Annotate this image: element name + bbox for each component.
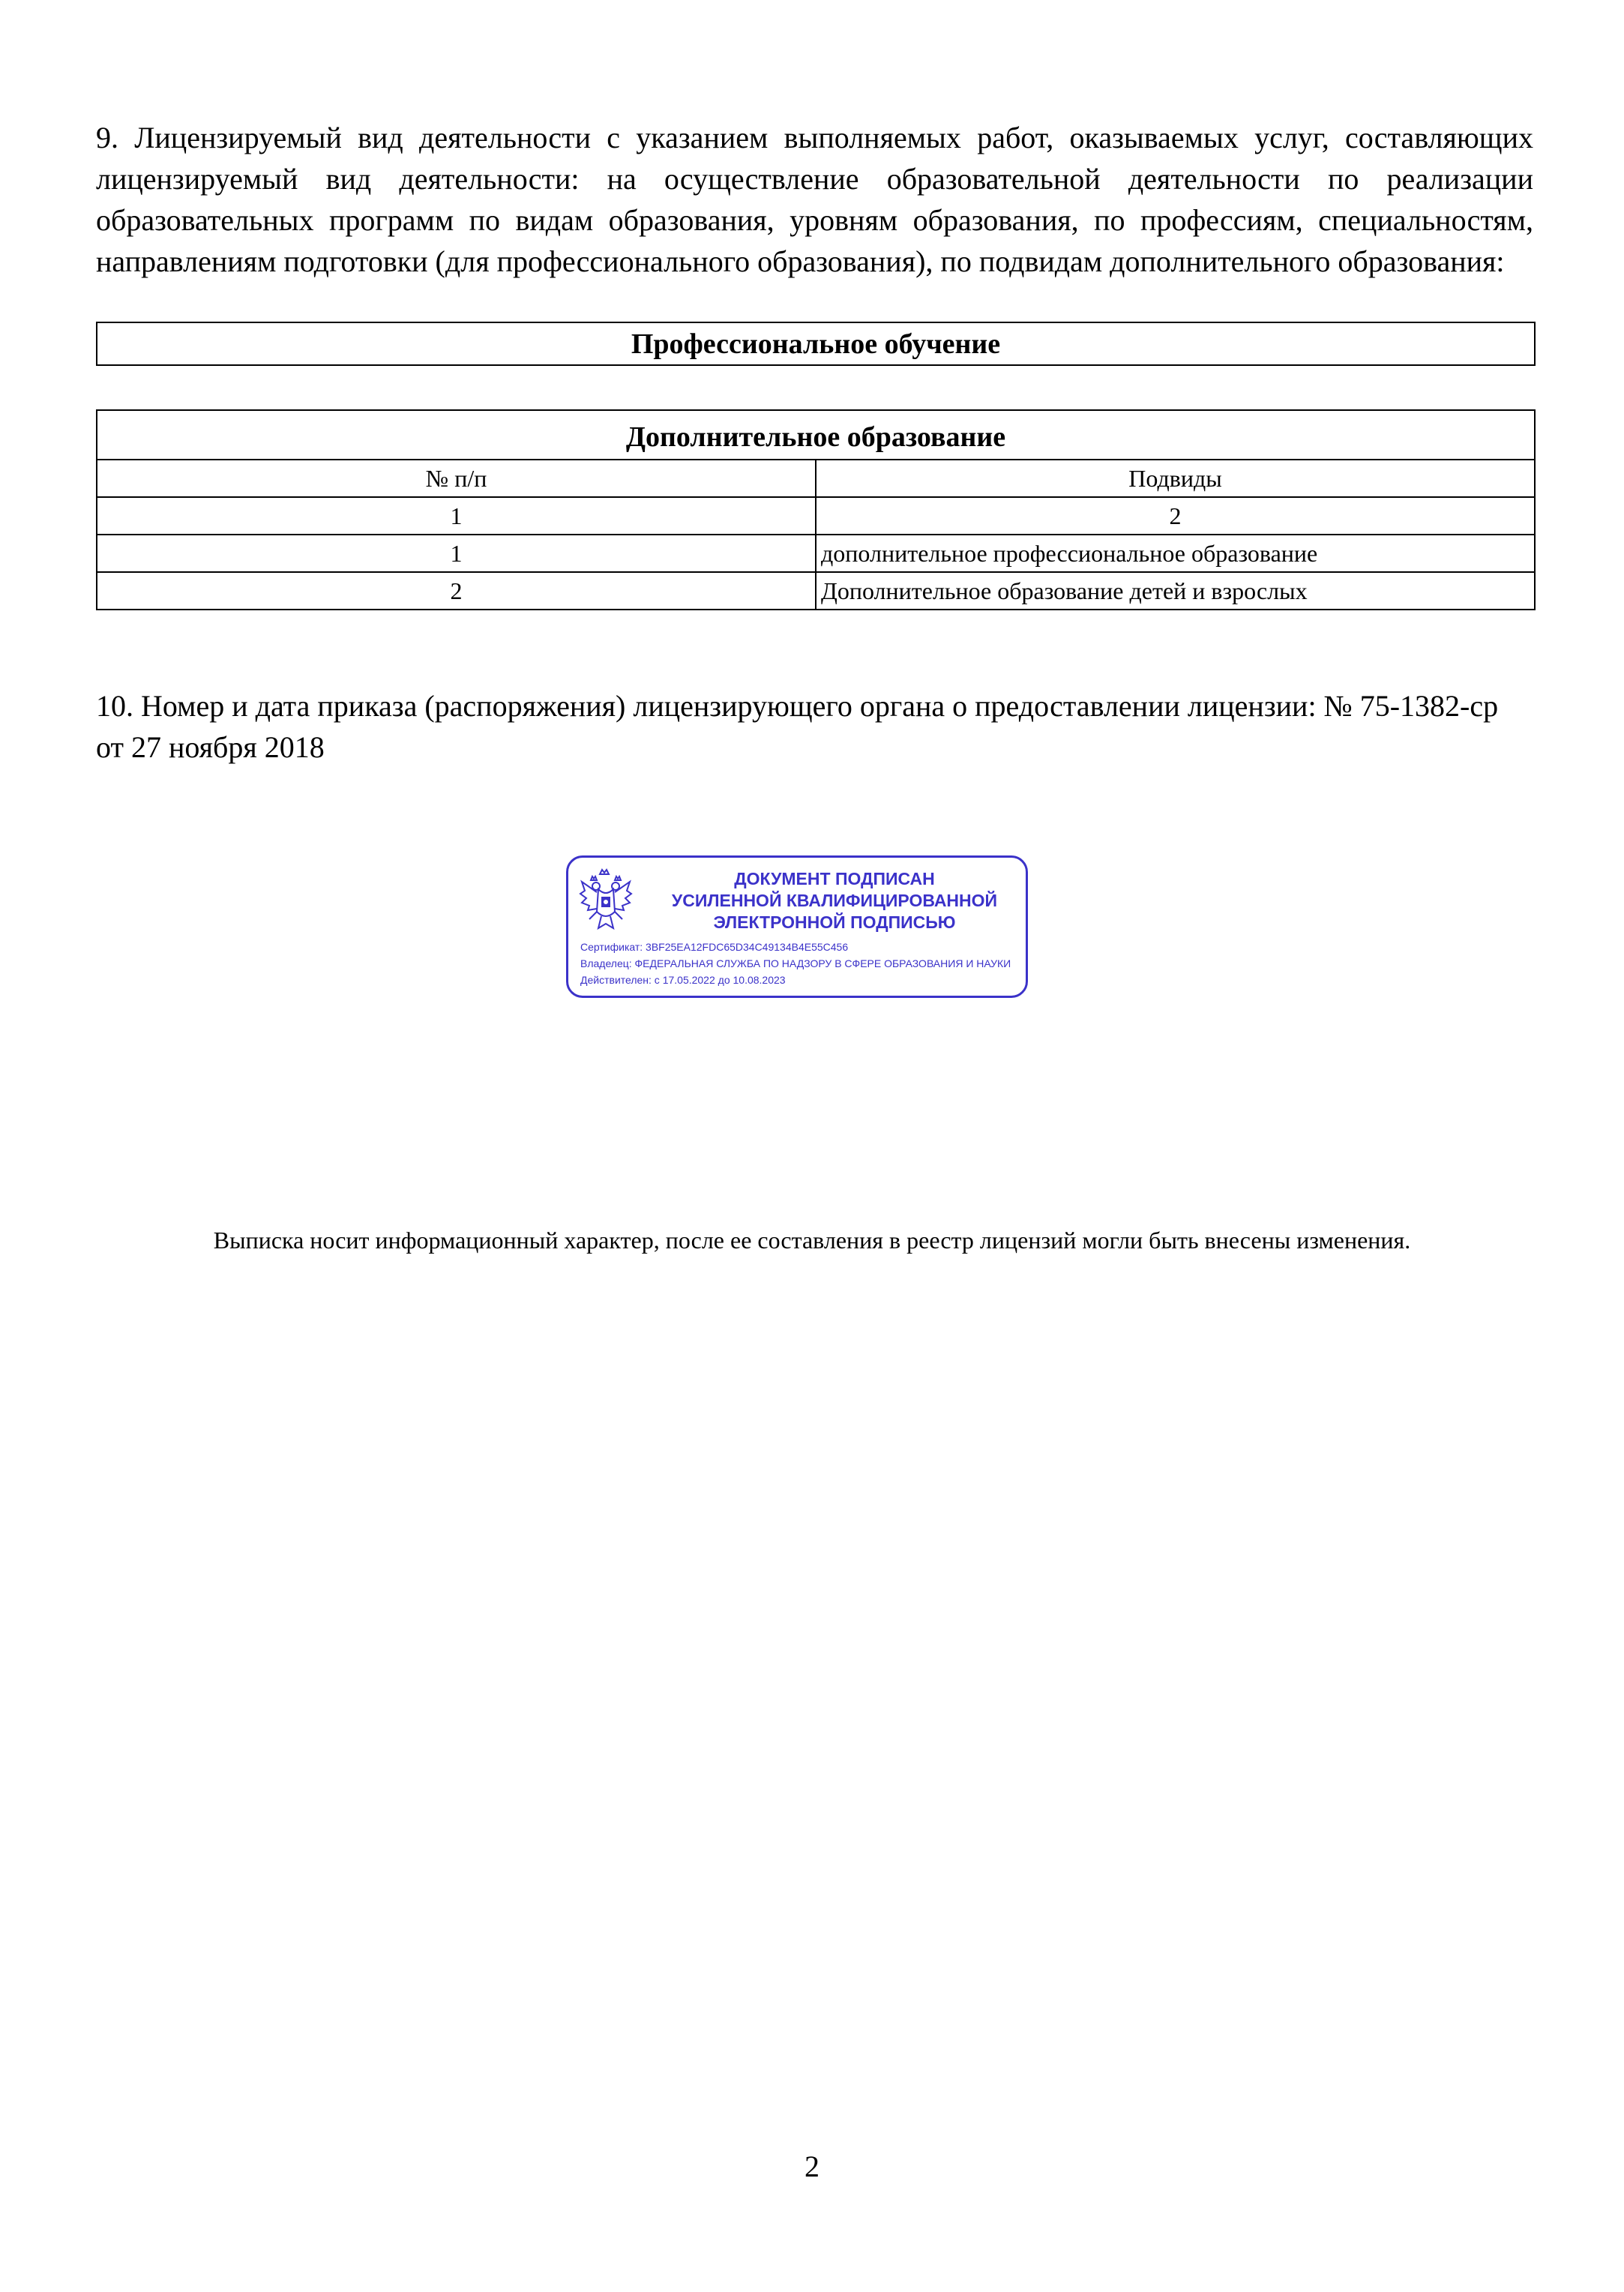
- row-number: 2: [97, 572, 816, 610]
- stamp-validity: Действителен: с 17.05.2022 до 10.08.2023: [580, 974, 786, 986]
- section-10-text: 10. Номер и дата приказа (распоряжения) лицензирующего органа о предоставлении лицензии: № 75-1382-ср от 27 ноября 2018: [96, 689, 1499, 764]
- stamp-heading: [651, 868, 1018, 933]
- additional-education-title: Дополнительное образование: [97, 410, 1535, 460]
- professional-training-title: Профессиональное обучение: [97, 322, 1535, 365]
- row-number: 1: [97, 535, 816, 572]
- table-index-row: [97, 497, 1535, 535]
- stamp-details: [580, 939, 1011, 988]
- section-9-text: 9. Лицензируемый вид деятельности с указанием выполняемых работ, оказываемых услуг, составляющих лицензируемый вид деятельности: на осуществление образовательной деятельности по реализации образовательных программ по видам образования, уровням образования, по профессиям, специальностям, направлениям подготовки (для профессионального образования), по подвидам дополнительного образования:: [96, 121, 1533, 278]
- row-subtype: дополнительное профессиональное образование: [816, 535, 1535, 572]
- column-header-number: № п/п: [97, 460, 816, 497]
- stamp-heading-line: ДОКУМЕНТ ПОДПИСАН: [734, 869, 935, 888]
- electronic-signature-stamp: [566, 855, 1028, 998]
- table-row: [97, 572, 1535, 610]
- page-number: 2: [805, 2150, 819, 2183]
- stamp-heading-line: ЭЛЕКТРОННОЙ ПОДПИСЬЮ: [713, 912, 956, 932]
- index-cell-1: 1: [97, 497, 816, 535]
- stamp-heading-line: УСИЛЕННОЙ КВАЛИФИЦИРОВАННОЙ: [671, 891, 998, 910]
- stamp-owner: Владелец: ФЕДЕРАЛЬНАЯ СЛУЖБА ПО НАДЗОРУ В СФЕРЕ ОБРАЗОВАНИЯ И НАУКИ: [580, 957, 1011, 969]
- disclaimer-note: Выписка носит информационный характер, после ее составления в реестр лицензий могли быть внесены изменения.: [213, 1227, 1411, 1254]
- row-subtype: Дополнительное образование детей и взрослых: [816, 572, 1535, 610]
- index-cell-2: 2: [816, 497, 1535, 535]
- stamp-certificate: Сертификат: 3BF25EA12FDC65D34C49134B4E55C456: [580, 941, 849, 953]
- eagle-emblem-icon: [577, 867, 634, 934]
- table-row: [97, 535, 1535, 572]
- table-header-row: [97, 460, 1535, 497]
- professional-training-table: [96, 322, 1536, 366]
- additional-education-table: [96, 409, 1536, 610]
- column-header-subtypes: Подвиды: [816, 460, 1535, 497]
